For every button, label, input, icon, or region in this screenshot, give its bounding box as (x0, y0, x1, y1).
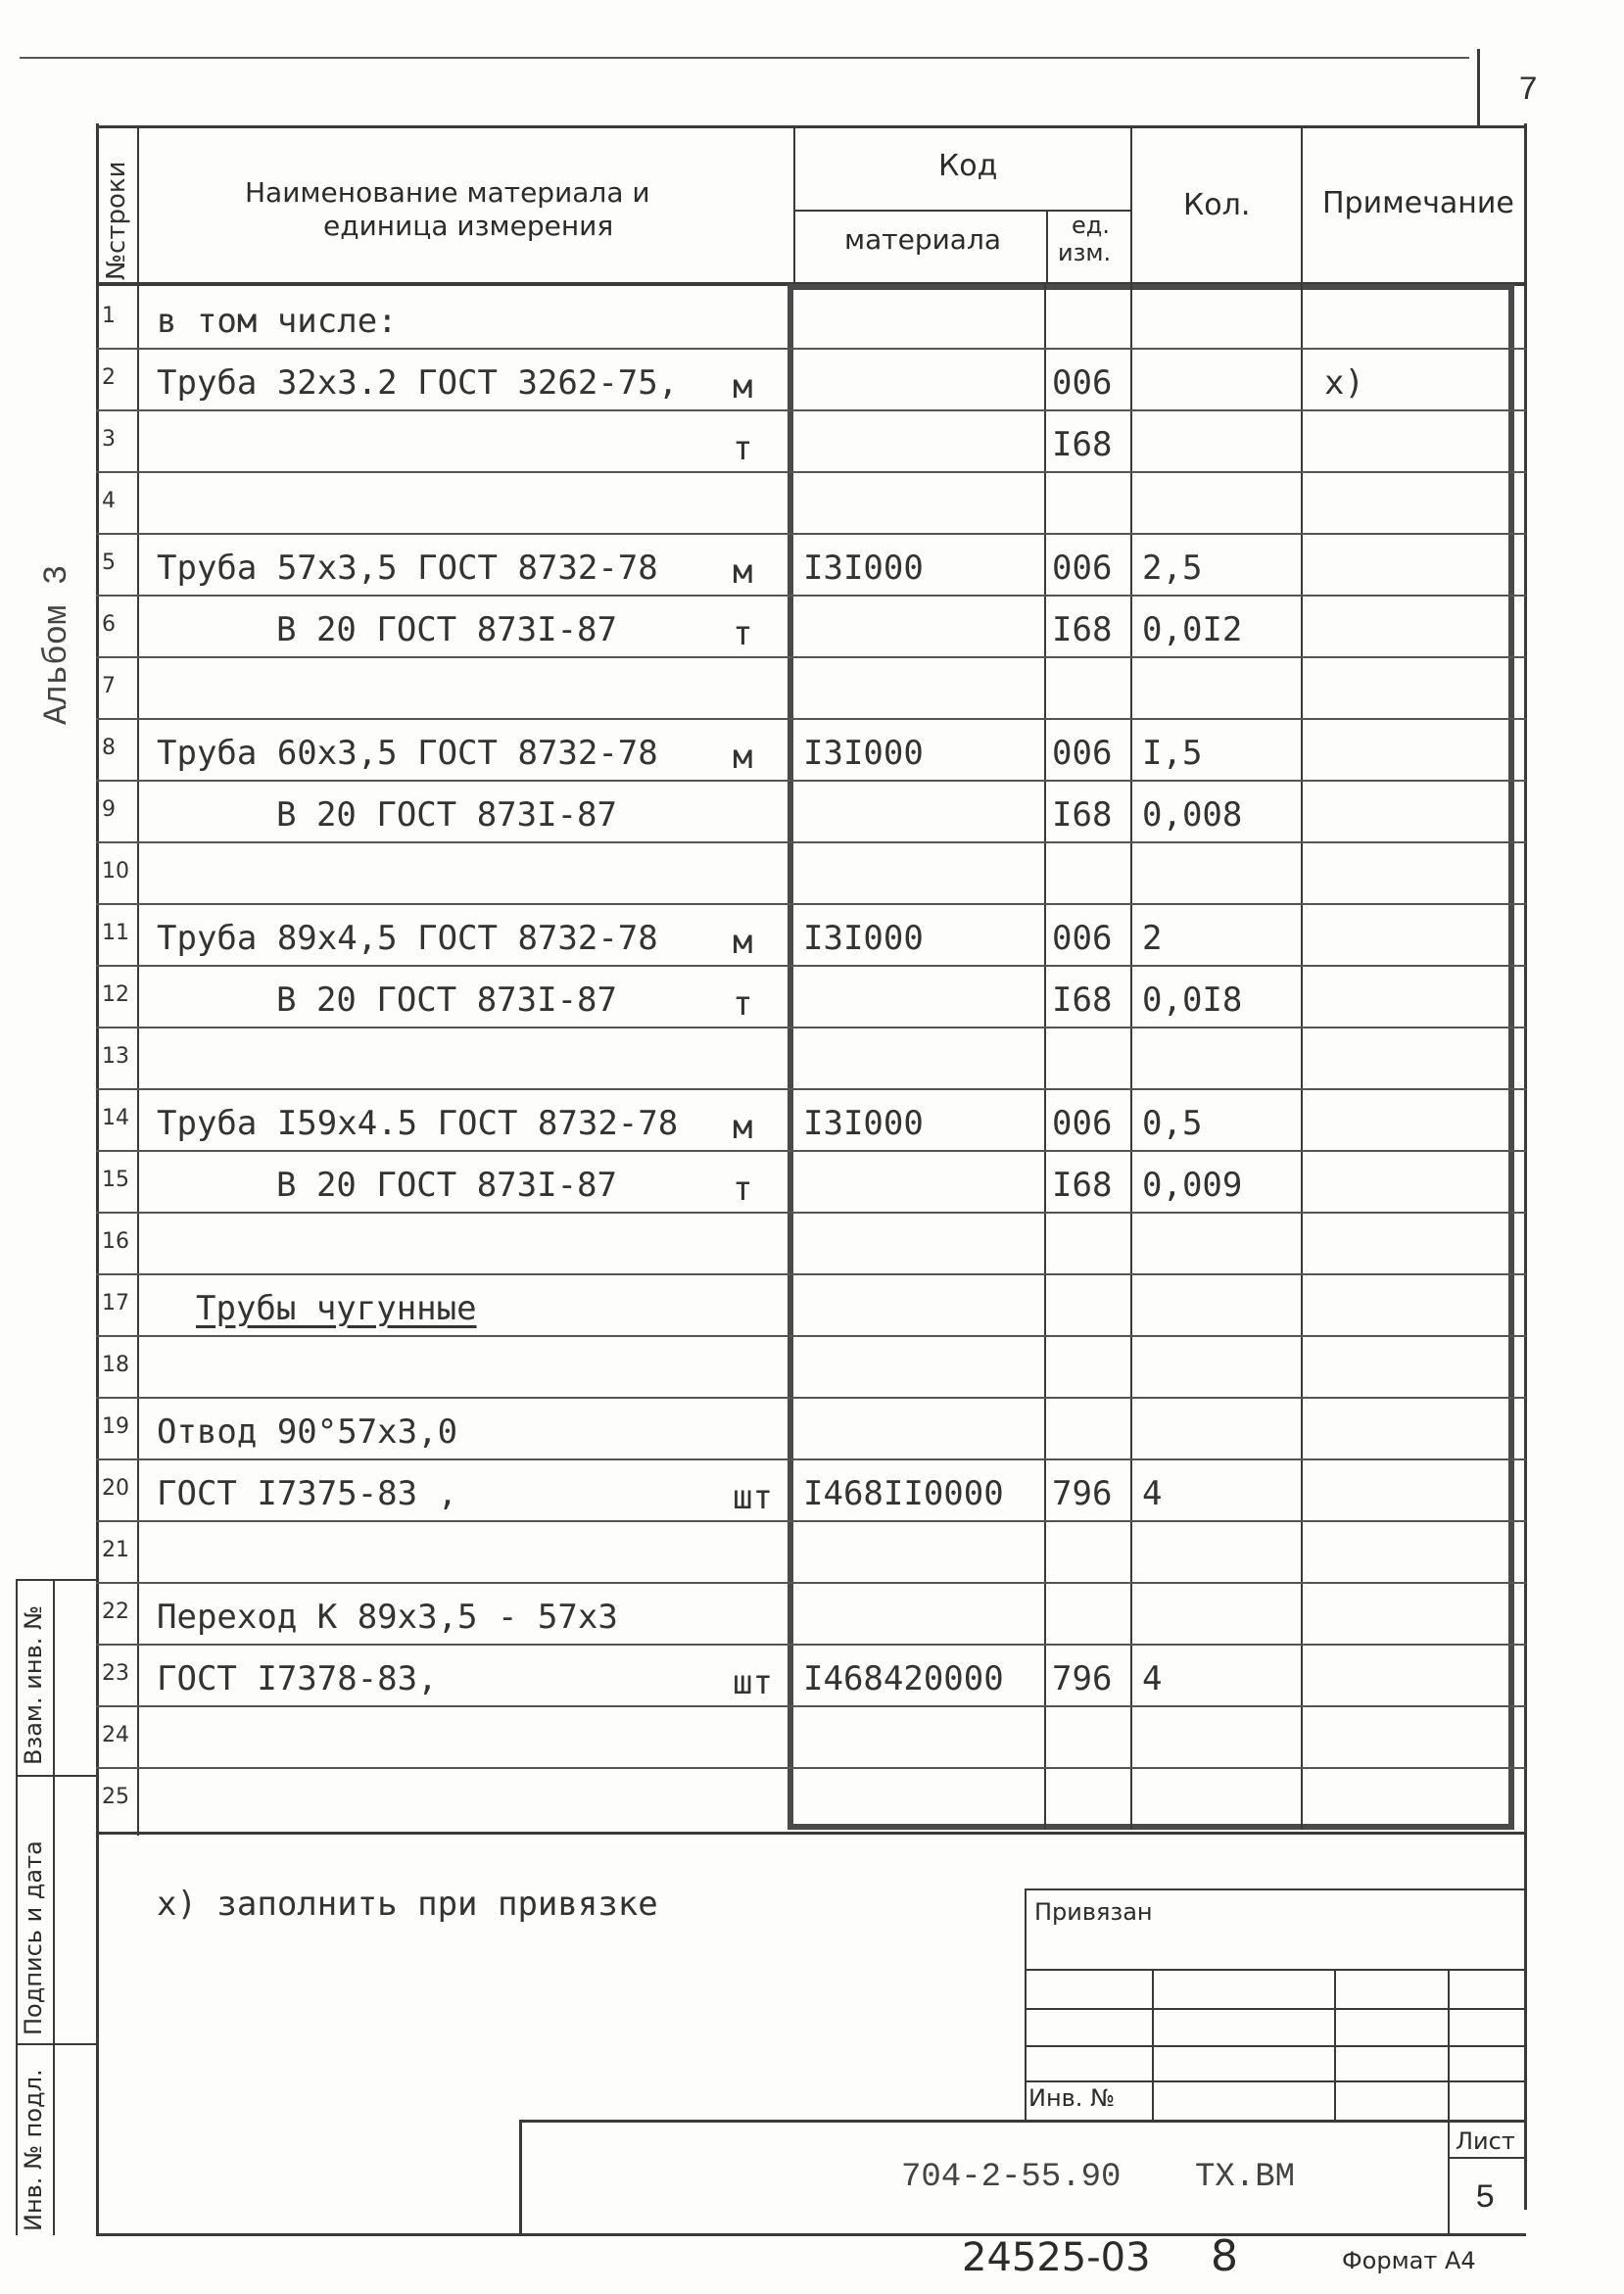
side-stamp-top (16, 1579, 98, 1581)
stamp-privyazan: Привязан (1034, 1898, 1153, 1926)
footnote: х) заполнить при привязке (157, 1885, 658, 1924)
titleblock-left (519, 2120, 522, 2233)
table-row (0, 1584, 1526, 1646)
row-number: 16 (102, 1229, 129, 1254)
row-quantity: 4 (1142, 1474, 1163, 1513)
doc-code: 704-2-55.90 (901, 2159, 1122, 2196)
row-unit-code: 796 (1052, 1474, 1113, 1513)
row-unit: шт (733, 1663, 773, 1702)
table-row (0, 1090, 1526, 1152)
row-unit: м (733, 1108, 753, 1147)
row-name: ГОСТ I7378-83, (157, 1659, 438, 1698)
side-stamp-left (16, 1579, 18, 2235)
row-unit-code: 006 (1052, 919, 1113, 958)
header-unit-code: ед. (1072, 212, 1110, 239)
row-number: 2 (102, 365, 116, 390)
row-material-code: I3I000 (803, 1104, 924, 1143)
row-unit: м (733, 552, 753, 592)
row-quantity: 2,5 (1142, 549, 1203, 588)
stamp-col-1 (1152, 1969, 1154, 2120)
copy-number: 8 (1211, 2231, 1238, 2281)
side-stamp-split-2 (16, 2043, 98, 2045)
header-qty: Кол. (1183, 188, 1251, 222)
row-unit-code: 006 (1052, 1104, 1113, 1143)
row-material-code: I3I000 (803, 549, 924, 588)
row-number: 22 (102, 1600, 129, 1624)
stamp-left (1025, 1888, 1027, 2120)
row-number: 9 (102, 797, 116, 822)
header-row-number: №строки (102, 161, 131, 280)
row-number: 13 (102, 1044, 129, 1069)
table-row (0, 782, 1526, 843)
row-note: х) (1324, 363, 1364, 403)
col-divider-note (1301, 125, 1303, 284)
table-row (0, 1460, 1526, 1522)
row-number: 7 (102, 674, 116, 698)
row-unit-code: I68 (1052, 425, 1113, 464)
table-row (0, 1337, 1526, 1399)
col-divider-qty (1130, 125, 1132, 284)
stamp-col-2 (1334, 1969, 1336, 2120)
header-code: Код (938, 149, 998, 183)
header-note: Примечание (1322, 186, 1514, 220)
table-row (0, 1028, 1526, 1090)
row-number: 14 (102, 1106, 129, 1130)
row-unit-code: I68 (1052, 610, 1113, 649)
sheet-number: 5 (1475, 2180, 1496, 2218)
row-number: 1 (102, 304, 116, 328)
table-row (0, 1214, 1526, 1275)
row-number: 11 (102, 921, 129, 945)
side-stamp-split-1 (16, 1775, 98, 1777)
side-podpis-data: Подпись и дата (20, 1840, 47, 2035)
row-number: 24 (102, 1723, 129, 1747)
row-unit: шт (733, 1478, 773, 1517)
format-label: Формат А4 (1342, 2247, 1476, 2274)
stamp-line-1 (1025, 1969, 1526, 1971)
row-material-code: I468420000 (803, 1659, 1004, 1698)
stamp-col-3 (1448, 1969, 1450, 2120)
stamp-line-3 (1025, 2045, 1526, 2047)
header-material: материала (844, 223, 1002, 256)
header-name-line2: единица измерения (323, 210, 614, 242)
row-name: Переход К 89х3,5 - 57х3 (157, 1598, 618, 1637)
row-name: В 20 ГОСТ 873I-87 (276, 795, 617, 835)
row-name: В 20 ГОСТ 873I-87 (276, 1166, 617, 1205)
col-divider-name (793, 125, 795, 284)
row-unit: т (733, 614, 753, 653)
row-unit: т (733, 1170, 753, 1209)
row-material-code: I3I000 (803, 919, 924, 958)
table-row (0, 720, 1526, 782)
table-row (0, 658, 1526, 720)
header-unit-code-2: изм. (1058, 239, 1112, 266)
titleblock-bottom (96, 2233, 1526, 2236)
titleblock-sheet-split (1448, 2157, 1526, 2159)
row-number: 5 (102, 550, 116, 575)
row-unit-code: I68 (1052, 795, 1113, 835)
row-quantity: 2 (1142, 919, 1163, 958)
row-number: 4 (102, 489, 116, 513)
table-row (0, 843, 1526, 905)
stamp-line-2 (1025, 2008, 1526, 2010)
row-unit-code: 006 (1052, 549, 1113, 588)
table-row (0, 967, 1526, 1028)
table-row (0, 535, 1526, 597)
side-album-label: Альбом 3 (39, 564, 76, 725)
side-vzam-inv: Взам. инв. № (20, 1605, 47, 1765)
row-unit-code: I68 (1052, 980, 1113, 1020)
row-number: 25 (102, 1785, 129, 1809)
table-row (0, 1399, 1526, 1460)
row-name: В 20 ГОСТ 873I-87 (276, 610, 617, 649)
table-row (0, 1152, 1526, 1214)
row-unit: м (733, 738, 753, 777)
row-number: 15 (102, 1168, 129, 1192)
row-unit: м (733, 367, 753, 406)
row-number: 12 (102, 982, 129, 1007)
table-row (0, 1275, 1526, 1337)
sheet-label: Лист (1456, 2127, 1515, 2155)
table-row (0, 288, 1526, 350)
stamp-inv-no: Инв. № (1028, 2084, 1116, 2112)
table-row (0, 1646, 1526, 1707)
archive-number: 24525-03 (962, 2235, 1151, 2280)
row-unit-code: 796 (1052, 1659, 1113, 1698)
row-name: В 20 ГОСТ 873I-87 (276, 980, 617, 1020)
stamp-top (1025, 1888, 1526, 1890)
row-name: Труба 60х3,5 ГОСТ 8732-78 (157, 734, 658, 773)
table-row (0, 411, 1526, 473)
side-stamp-mid (53, 1579, 55, 2235)
doc-mark: ТХ.ВМ (1195, 2159, 1296, 2196)
table-row (0, 350, 1526, 411)
row-number: 21 (102, 1538, 129, 1562)
row-number: 20 (102, 1476, 129, 1501)
row-quantity: 0,0I8 (1142, 980, 1243, 1020)
top-border (20, 57, 1469, 59)
row-quantity: 0,009 (1142, 1166, 1243, 1205)
row-unit-code: I68 (1052, 1166, 1113, 1205)
row-name: Отвод 90°57х3,0 (157, 1412, 458, 1452)
header-name: Наименование материала и (245, 176, 650, 209)
row-quantity: I,5 (1142, 734, 1203, 773)
table-row (0, 473, 1526, 535)
row-number: 8 (102, 736, 116, 760)
row-name: в том числе: (157, 302, 398, 341)
row-unit-code: 006 (1052, 363, 1113, 403)
table-row (0, 1522, 1526, 1584)
titleblock-sheet-divider (1448, 2120, 1450, 2233)
page-number: 7 (1518, 72, 1539, 110)
row-name: Труба 57х3,5 ГОСТ 8732-78 (157, 549, 658, 588)
row-unit: м (733, 923, 753, 962)
row-number: 19 (102, 1414, 129, 1439)
row-number: 18 (102, 1353, 129, 1377)
row-quantity: 0,5 (1142, 1104, 1203, 1143)
row-unit-code: 006 (1052, 734, 1113, 773)
table-row (0, 597, 1526, 658)
row-number: 3 (102, 427, 116, 452)
col-divider-unit (1046, 210, 1048, 284)
row-number: 23 (102, 1661, 129, 1686)
row-name: Труба 89х4,5 ГОСТ 8732-78 (157, 919, 658, 958)
row-number: 17 (102, 1291, 129, 1315)
row-name: Труба 32х3.2 ГОСТ 3262-75, (157, 363, 679, 403)
titleblock-top (519, 2120, 1526, 2123)
stamp-line-4 (1025, 2080, 1526, 2082)
table-row (0, 905, 1526, 967)
row-name: Трубы чугунные (196, 1289, 477, 1328)
row-number: 6 (102, 612, 116, 637)
row-number: 10 (102, 859, 129, 884)
row-quantity: 0,008 (1142, 795, 1243, 835)
body-bottom (96, 1832, 1526, 1835)
table-row (0, 1769, 1526, 1831)
frame-top (96, 125, 1526, 128)
side-inv-podl: Инв. № подл. (20, 2069, 47, 2231)
row-material-code: I468II0000 (803, 1474, 1004, 1513)
row-quantity: 4 (1142, 1659, 1163, 1698)
table-row (0, 1707, 1526, 1769)
row-unit: т (733, 984, 753, 1024)
row-material-code: I3I000 (803, 734, 924, 773)
row-name: ГОСТ I7375-83 , (157, 1474, 458, 1513)
page-number-divider (1477, 49, 1480, 127)
row-name: Труба I59х4.5 ГОСТ 8732-78 (157, 1104, 679, 1143)
row-quantity: 0,0I2 (1142, 610, 1243, 649)
row-unit: т (733, 429, 753, 468)
